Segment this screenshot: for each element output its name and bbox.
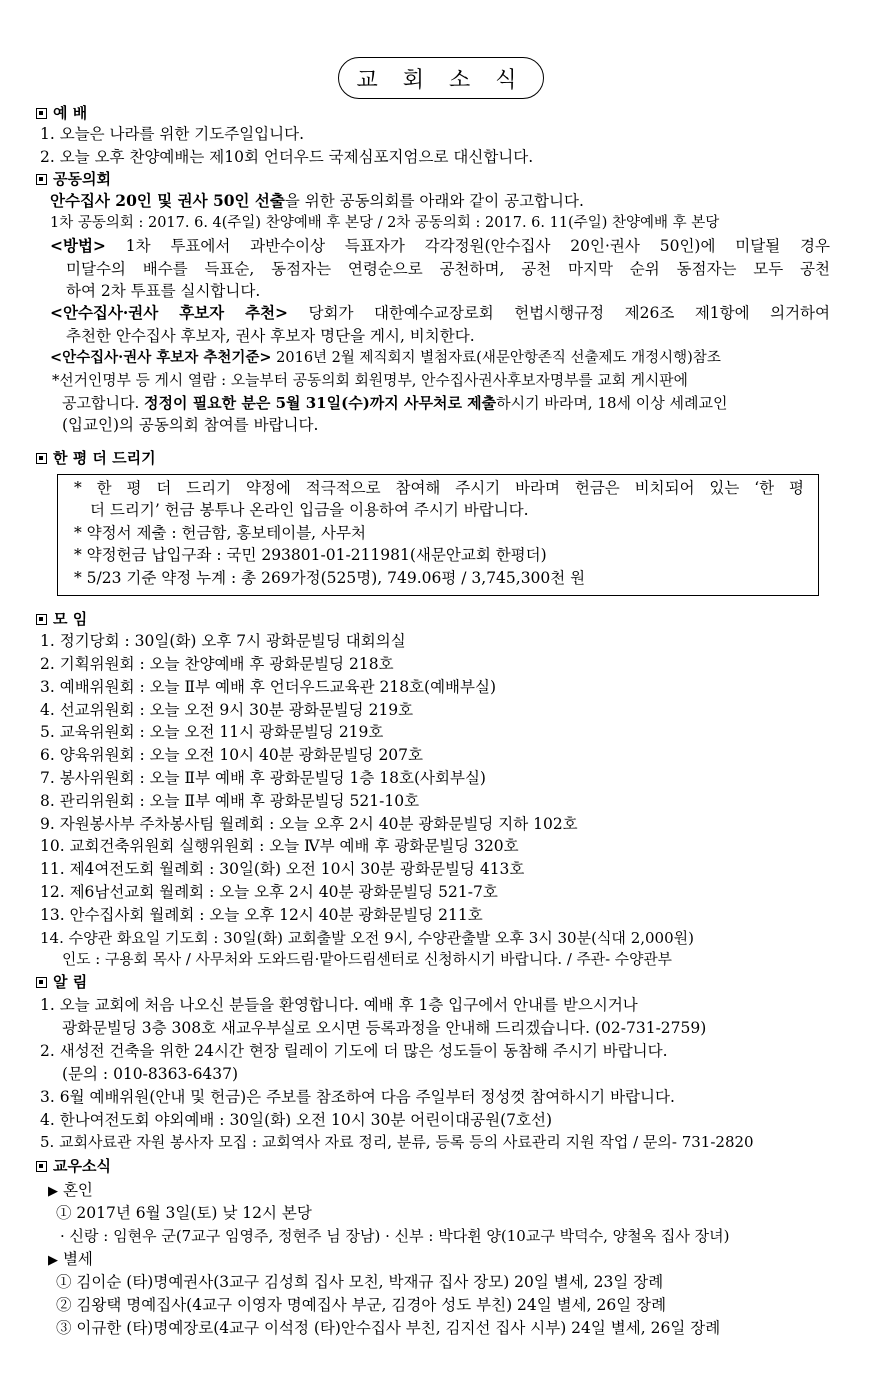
meeting-item: 14. 수양관 화요일 기도회 : 30일(화) 교회출발 오전 9시, 수양관출발 오후 3시 30분(식대 2,000원) [40, 929, 694, 947]
pyeong-line: * 한 평 더 드리기 약정에 적극적으로 참여해 주시기 바라며 헌금은 비치되어 있는 ‘한 평 [74, 479, 804, 497]
council-method-cont: 미달수의 배수를 득표순, 동점자는 연령순으로 공천하며, 공천 마지막 순위 동점자는 모두 공천 [66, 260, 830, 278]
square-bullet-icon [36, 453, 47, 464]
death-heading: ▶ 별세 [48, 1250, 93, 1268]
notice-line: 광화문빌딩 3층 308호 새교우부실로 오시면 등록과정을 안내해 드리겠습니다. (02-731-2759) [62, 1019, 707, 1037]
pyeong-line: * 약정서 제출 : 헌금함, 홍보테이블, 사무처 [74, 524, 366, 542]
meeting-item: 10. 교회건축위원회 실행위원회 : 오늘 Ⅳ부 예배 후 광화문빌딩 320호 [40, 837, 519, 855]
council-schedule: 1차 공동의회 : 2017. 6. 4(주일) 찬양예배 후 본당 / 2차 공동의회 : 2017. 6. 11(주일) 찬양예배 후 본당 [50, 215, 720, 231]
meeting-item: 7. 봉사위원회 : 오늘 Ⅱ부 예배 후 광화문빌딩 1층 18호(사회부실) [40, 769, 486, 787]
section-heading-meetings: 모 임 [36, 609, 87, 631]
meeting-item: 3. 예배위원회 : 오늘 Ⅱ부 예배 후 언더우드교육관 218호(예배부실) [40, 678, 497, 696]
pyeong-line: 더 드리기’ 헌금 봉투나 온라인 입금을 이용하여 주시기 바랍니다. [90, 501, 529, 519]
square-bullet-icon [36, 108, 47, 119]
death-item: ② 김왕택 명예집사(4교구 이영자 명예집사 부군, 김경아 성도 부친) 24일 별세, 26일 장례 [56, 1296, 667, 1314]
worship-item: 2. 오늘 오후 찬양예배는 제10회 언더우드 국제심포지엄으로 대신합니다. [40, 148, 534, 166]
notice-line: 3. 6월 예배위원(안내 및 헌금)은 주보를 참조하여 다음 주일부터 정성껏 참여하시기 바랍니다. [40, 1088, 675, 1106]
square-bullet-icon [36, 614, 47, 625]
triangle-bullet-icon: ▶ [48, 1184, 58, 1199]
notice-line: 4. 한나여전도회 야외예배 : 30일(화) 오전 10시 30분 어린이대공원(7호선) [40, 1111, 552, 1129]
wedding-date: ① 2017년 6월 3일(토) 낮 12시 본당 [56, 1204, 312, 1222]
council-criteria: <안수집사·권사 후보자 추천기준> 2016년 2월 제직회지 별첨자료(새문안항존직 선출제도 개정시행)참조 [50, 349, 721, 366]
meeting-item: 12. 제6남선교회 월례회 : 오늘 오후 2시 40분 광화문빌딩 521-7호 [40, 883, 498, 901]
meeting-item: 2. 기획위원회 : 오늘 찬양예배 후 광화문빌딩 218호 [40, 655, 394, 673]
section-heading-worship: 예 배 [36, 103, 87, 125]
council-recommendation-cont: 추천한 안수집사 후보자, 권사 후보자 명단을 게시, 비치한다. [66, 327, 475, 345]
council-note: *선거인명부 등 게시 열람 : 오늘부터 공동의회 회원명부, 안수집사권사후보자명부를 교회 게시판에 [52, 372, 688, 389]
notice-line: (문의 : 010-8363-6437) [62, 1065, 239, 1083]
meeting-item: 13. 안수집사회 월례회 : 오늘 오후 12시 40분 광화문빌딩 211호 [40, 906, 483, 924]
council-note-cont: (입교인)의 공동의회 참여를 바랍니다. [62, 416, 319, 434]
council-announcement: 안수집사 20인 및 권사 50인 선출을 위한 공동의회를 아래와 같이 공고합니다. [50, 191, 584, 210]
section-heading-notices: 알 림 [36, 972, 87, 994]
meeting-item: 4. 선교위원회 : 오늘 오전 9시 30분 광화문빌딩 219호 [40, 701, 414, 719]
worship-item: 1. 오늘은 나라를 위한 기도주일입니다. [40, 125, 305, 143]
page-title: 교 회 소 식 [338, 57, 544, 99]
triangle-bullet-icon: ▶ [48, 1253, 58, 1268]
meeting-item: 11. 제4여전도회 월례회 : 30일(화) 오전 10시 30분 광화문빌딩 413호 [40, 860, 525, 878]
square-bullet-icon [36, 977, 47, 988]
notice-line: 2. 새성전 건축을 위한 24시간 현장 릴레이 기도에 더 많은 성도들이 동참해 주시기 바랍니다. [40, 1042, 668, 1060]
council-method-cont: 하여 2차 투표를 실시합니다. [66, 282, 261, 300]
death-item: ③ 이규한 (타)명예장로(4교구 이석정 (타)안수집사 부친, 김지선 집사 시부) 24일 별세, 26일 장례 [56, 1319, 721, 1337]
council-recommendation: <안수집사·권사 후보자 추천> 당회가 대한예수교장로회 헌법시행규정 제26조 제1항에 의거하여 [50, 303, 830, 322]
council-method: <방법> 1차 투표에서 과반수이상 득표자가 각각정원(안수집사 20인·권사 50인)에 미달될 경우 [50, 236, 830, 255]
notice-line: 1. 오늘 교회에 처음 나오신 분들을 환영합니다. 예배 후 1층 입구에서 안내를 받으시거나 [40, 996, 638, 1014]
death-item: ① 김이순 (타)명예권사(3교구 김성희 집사 모친, 박재규 집사 장모) 20일 별세, 23일 장례 [56, 1273, 664, 1291]
pyeong-line: * 5/23 기준 약정 누계 : 총 269가정(525명), 749.06평 / 3,745,300천 원 [74, 569, 586, 587]
wedding-heading: ▶ 혼인 [48, 1181, 93, 1199]
section-heading-pyeong: 한 평 더 드리기 [36, 448, 156, 470]
section-heading-members: 교우소식 [36, 1156, 111, 1178]
section-heading-council: 공동의회 [36, 169, 111, 191]
meeting-item: 6. 양육위원회 : 오늘 오전 10시 40분 광화문빌딩 207호 [40, 746, 423, 764]
council-note-cont: 공고합니다. 정정이 필요한 분은 5월 31일(수)까지 사무처로 제출하시기 바라며, 18세 이상 세례교인 [62, 394, 728, 412]
notice-line: 5. 교회사료관 자원 봉사자 모집 : 교회역사 자료 정리, 분류, 등록 등의 사료관리 지원 작업 / 문의- 731-2820 [40, 1133, 754, 1151]
square-bullet-icon [36, 174, 47, 185]
meeting-item: 5. 교육위원회 : 오늘 오전 11시 광화문빌딩 219호 [40, 723, 384, 741]
meeting-guide: 인도 : 구용회 목사 / 사무처와 도와드림·맡아드림센터로 신청하시기 바랍니다. / 주관- 수양관부 [62, 951, 672, 968]
pyeong-line: * 약정헌금 납입구좌 : 국민 293801-01-211981(새문안교회 한평더) [74, 546, 547, 564]
meeting-item: 8. 관리위원회 : 오늘 Ⅱ부 예배 후 광화문빌딩 521-10호 [40, 792, 420, 810]
meeting-item: 9. 자원봉사부 주차봉사팀 월례회 : 오늘 오후 2시 40분 광화문빌딩 지하 102호 [40, 815, 578, 833]
square-bullet-icon [36, 1161, 47, 1172]
wedding-couple: · 신랑 : 임현우 군(7교구 임영주, 정현주 님 장남) · 신부 : 박다휜 양(10교구 박덕수, 양철옥 집사 장녀) [60, 1227, 730, 1245]
meeting-item: 1. 정기당회 : 30일(화) 오후 7시 광화문빌딩 대회의실 [40, 632, 406, 650]
